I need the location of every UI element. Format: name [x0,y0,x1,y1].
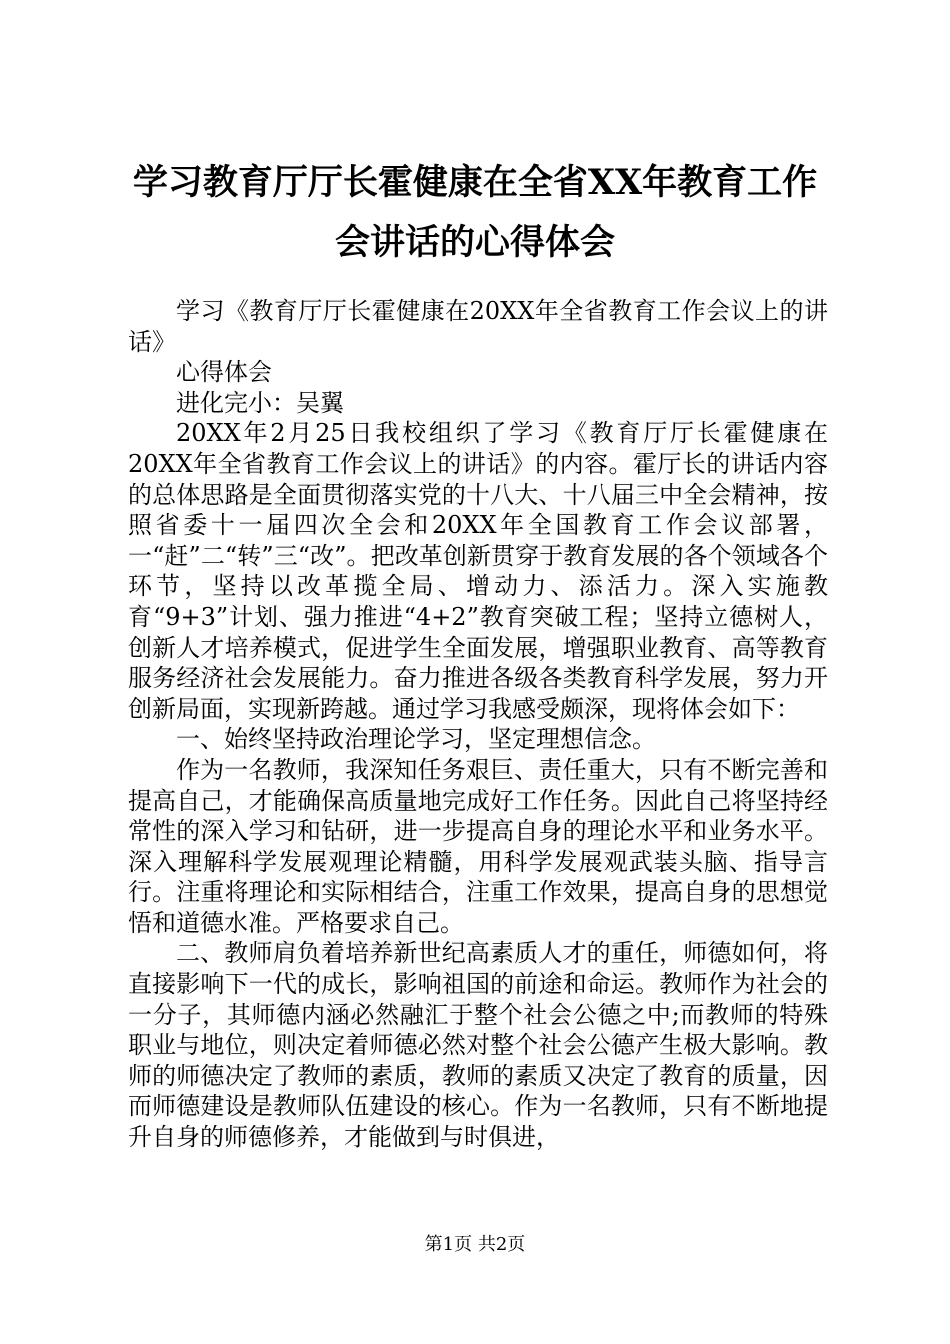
section-heading-1: 一、始终坚持政治理论学习，坚定理想信念。 [176,725,656,754]
paragraph-section-1: 作为一名教师，我深知任务艰巨、责任重大，只有不断完善和提高自己，才能确保高质量地完成好工作任务。因此自己将坚持经常性的深入学习和钻研，进一步提高自身的理论水平和业务水平。深入理解科学发展观理论精髓，用科学发展观武装头脑、指导言行。注重将理论和实际相结合，注重工作效果，提高自身的思想觉悟和道德水准。严格要求自己。 [128,755,828,937]
document-title-line-2: 会讲话的心得体会 [334,222,615,263]
paragraph-author: 进化完小：吴翼 [176,388,344,417]
page-number-footer: 第1页 共2页 [424,1234,526,1255]
paragraph-subtitle: 心得体会 [176,358,272,387]
paragraph-study-title: 学习《教育厅厅长霍健康在20XX年全省教育工作会议上的讲话》 [128,297,828,356]
document-body [128,296,828,1153]
paragraph-intro: 20XX年2月25日我校组织了学习《教育厅厅长霍健康在20XX年全省教育工作会议上的讲话》的内容。霍厅长的讲话内容的总体思路是全面贯彻落实党的十八大、十八届三中全会精神，按照省委十一届四次全会和20XX年全国教育工作会议部署，一“赶”二“转”三“改”。把改革创新贯穿于教育发展的各个领域各个环节，坚持以改革揽全局、增动力、添活力。深入实施教育“9+3”计划、强力推进“4+2”教育突破工程；坚持立德树人，创新人才培养模式，促进学生全面发展，增强职业教育、高等教育服务经济社会发展能力。奋力推进各级各类教育科学发展，努力开创新局面，实现新跨越。通过学习我感受颇深，现将体会如下： [128,419,828,723]
document-title-line-1: 学习教育厅厅长霍健康在全省XX年教育工作 [132,162,818,203]
paragraph-section-2: 二、教师肩负着培养新世纪高素质人才的重任，师德如何，将直接影响下一代的成长，影响祖国的前途和命运。教师作为社会的一分子，其师德内涵必然融汇于整个社会公德之中;而教师的特殊职业与地位，则决定着师德必然对整个社会公德产生极大影响。教师的师德决定了教师的素质，教师的素质又决定了教育的质量，因而师德建设是教师队伍建设的核心。作为一名教师，只有不断地提升自身的师德修养，才能做到与时俱进， [128,939,828,1152]
